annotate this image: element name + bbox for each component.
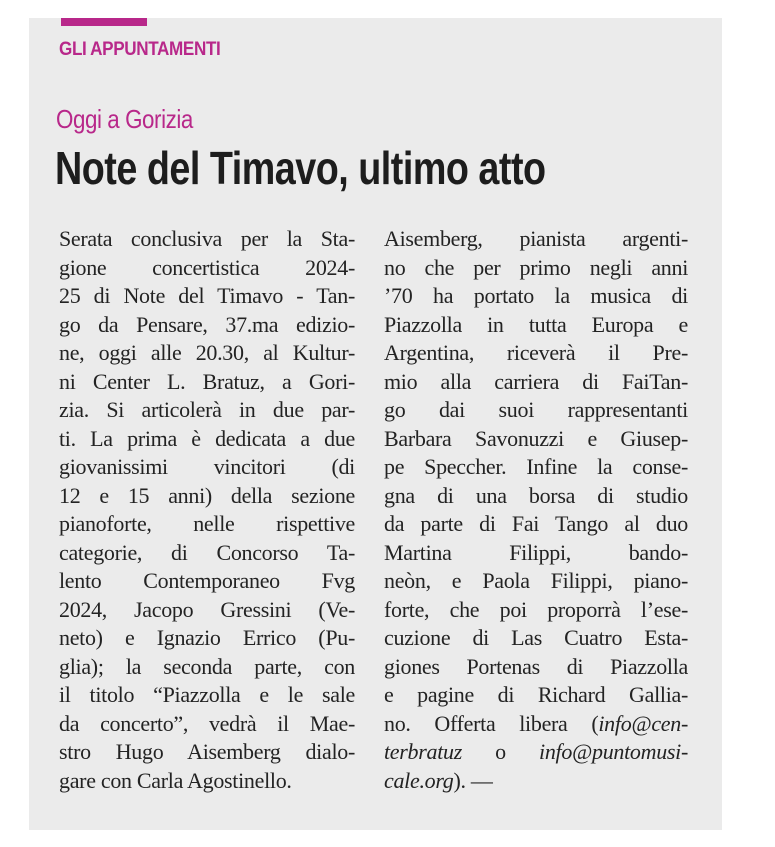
- article-line: categorie, di Concorso Ta-: [59, 539, 355, 565]
- article-line: neòn, e Paola Filippi, piano-: [384, 568, 688, 593]
- article-line: 25 di Note del Timavo - Tan-: [59, 283, 355, 308]
- article-line: Piazzolla in tutta Europa e: [384, 311, 688, 337]
- article-line: Barbara Savonuzzi e Giusep-: [384, 425, 688, 451]
- article-line: mio alla carriera di FaiTan-: [384, 368, 688, 394]
- line-text: o: [461, 739, 540, 764]
- article-line: Aisemberg, pianista argenti-: [384, 226, 688, 251]
- article-line: ’70 ha portato la musica di: [384, 283, 688, 308]
- line-text: no. Offerta libera (: [384, 710, 599, 736]
- article-line: ti. La prima è dedicata a due: [59, 425, 355, 451]
- article-line: pe Speccher. Infine la conse-: [384, 454, 688, 479]
- section-accent-bar: [61, 18, 147, 26]
- email-link[interactable]: info@puntomusi-: [539, 739, 688, 764]
- article-line: neto) e Ignazio Errico (Pu-: [59, 625, 355, 650]
- article-line: giones Portenas di Piazzolla: [384, 653, 688, 679]
- article-line: ni Center L. Bratuz, a Gori-: [59, 368, 355, 394]
- article-line-with-email: [384, 767, 688, 796]
- article-line: Martina Filippi, bando-: [384, 539, 688, 565]
- article-line-with-email: [384, 710, 688, 739]
- article-line: go da Pensare, 37.ma edizio-: [59, 311, 355, 337]
- line-text: ). —: [453, 767, 493, 793]
- article-line: e pagine di Richard Gallia-: [384, 682, 688, 707]
- article-line: ne, oggi alle 20.30, al Kultur-: [59, 340, 355, 365]
- article-line: forte, che poi proporrà l’ese-: [384, 596, 688, 622]
- article-line: giovanissimi vincitori (di: [59, 454, 355, 479]
- article-column-right: [384, 225, 688, 795]
- article-line: lento Contemporaneo Fvg: [59, 568, 355, 593]
- article-line: da concerto”, vedrà il Mae-: [59, 710, 355, 736]
- article-line: gare con Carla Agostinello.: [59, 767, 292, 793]
- article-line-with-email: [384, 738, 688, 767]
- email-link[interactable]: cale.org: [384, 767, 454, 793]
- headline: Note del Timavo, ultimo atto: [55, 142, 546, 194]
- article-line: 2024, Jacopo Gressini (Ve-: [59, 596, 355, 622]
- article-line: 12 e 15 anni) della sezione: [59, 482, 355, 508]
- article-line: Serata conclusiva per la Sta-: [59, 226, 355, 251]
- article-column-left: [59, 225, 355, 795]
- newspaper-clipping: [29, 18, 722, 830]
- article-line: cuzione di Las Cuatro Esta-: [384, 625, 688, 650]
- article-line: da parte di Fai Tango al duo: [384, 511, 688, 536]
- email-link[interactable]: info@cen-: [598, 710, 688, 736]
- kicker: Oggi a Gorizia: [56, 104, 193, 134]
- article-line: pianoforte, nelle rispettive: [59, 511, 355, 536]
- email-link[interactable]: terbratuz: [384, 739, 462, 764]
- article-line: il titolo “Piazzolla e le sale: [59, 682, 355, 707]
- article-line: stro Hugo Aisemberg dialo-: [59, 739, 355, 764]
- article-line: go dai suoi rappresentanti: [384, 397, 688, 422]
- article-line: no che per primo negli anni: [384, 254, 688, 280]
- article-line: gione concertistica 2024-: [59, 254, 355, 280]
- article-line: glia); la seconda parte, con: [59, 653, 355, 679]
- article-line: gna di una borsa di studio: [384, 482, 688, 508]
- article-line: zia. Si articolerà in due par-: [59, 397, 355, 422]
- article-line: Argentina, riceverà il Pre-: [384, 340, 688, 365]
- section-label: GLI APPUNTAMENTI: [59, 39, 221, 60]
